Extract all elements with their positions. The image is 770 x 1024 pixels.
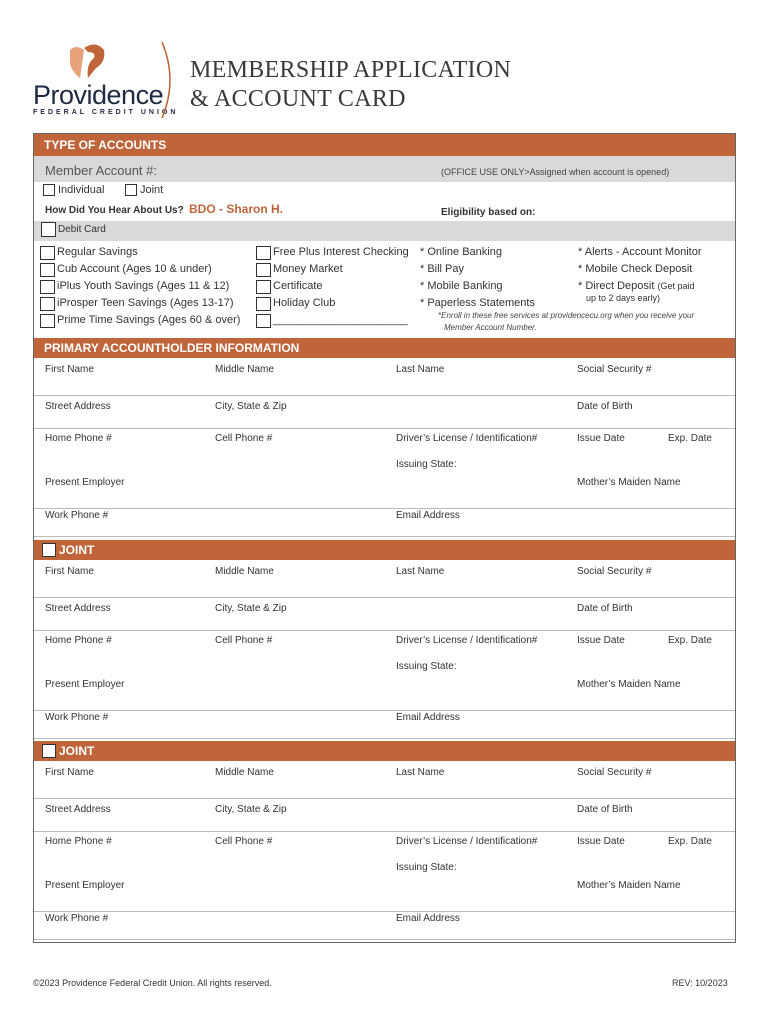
section-bar-label: JOINT [59, 543, 95, 557]
field-city[interactable]: City, State & Zip [215, 804, 287, 815]
section-bar [34, 540, 735, 560]
joint-checkbox[interactable] [125, 184, 137, 196]
account-option-label: Prime Time Savings (Ages 60 & over) [57, 314, 241, 326]
field-separator [34, 630, 735, 631]
section-bar [34, 741, 735, 761]
field-dob[interactable]: Date of Birth [577, 401, 633, 412]
field-separator [34, 939, 735, 940]
field-last-name[interactable]: Last Name [396, 767, 445, 778]
field-street[interactable]: Street Address [45, 401, 111, 412]
service-item: * Alerts - Account Monitor [578, 246, 702, 258]
field-street[interactable]: Street Address [45, 804, 111, 815]
service-item: * Paperless Statements [420, 297, 535, 309]
eligibility-label: Eligibility based on: [441, 207, 536, 218]
account-option-label: iProsper Teen Savings (Ages 13-17) [57, 297, 234, 309]
field-email[interactable]: Email Address [396, 712, 460, 723]
field-ssn[interactable]: Social Security # [577, 364, 652, 375]
footer-copyright: ©2023 Providence Federal Credit Union. All rights reserved. [33, 978, 272, 988]
footer-revision: REV: 10/2023 [672, 978, 728, 988]
field-separator [34, 428, 735, 429]
field-city[interactable]: City, State & Zip [215, 603, 287, 614]
page-title [190, 56, 511, 114]
field-issuing-state[interactable]: Issuing State: [396, 459, 457, 470]
field-issue-date[interactable]: Issue Date [577, 433, 625, 444]
field-maiden[interactable]: Mother’s Maiden Name [577, 880, 681, 891]
field-separator [34, 710, 735, 711]
header-divider [160, 40, 180, 120]
type-of-accounts-bar [34, 134, 735, 156]
enroll-note-line-1: *Enroll in these free services at providencecu.org when you receive your [438, 311, 695, 320]
title-line-1: MEMBERSHIP APPLICATION [190, 57, 512, 83]
field-employer[interactable]: Present Employer [45, 880, 125, 891]
field-issue-date[interactable]: Issue Date [577, 635, 625, 646]
individual-label: Individual [58, 184, 105, 196]
account-option-label: Free Plus Interest Checking [273, 246, 409, 258]
member-account-label: Member Account #: [45, 163, 157, 178]
field-cell-phone[interactable]: Cell Phone # [215, 635, 273, 646]
field-home-phone[interactable]: Home Phone # [45, 433, 112, 444]
service-item: * Bill Pay [420, 263, 465, 275]
service-item [578, 280, 702, 293]
field-issue-date[interactable]: Issue Date [577, 836, 625, 847]
field-cell-phone[interactable]: Cell Phone # [215, 433, 273, 444]
field-first-name[interactable]: First Name [45, 767, 94, 778]
service-item: * Mobile Check Deposit [578, 263, 693, 275]
field-employer[interactable]: Present Employer [45, 679, 125, 690]
field-issuing-state[interactable]: Issuing State: [396, 661, 457, 672]
joint-section-checkbox[interactable] [42, 543, 56, 557]
debit-card-checkbox[interactable] [41, 222, 56, 237]
debit-card-label: Debit Card [58, 224, 106, 235]
field-email[interactable]: Email Address [396, 913, 460, 924]
field-dob[interactable]: Date of Birth [577, 603, 633, 614]
field-exp-date[interactable]: Exp. Date [668, 433, 712, 444]
field-work-phone[interactable]: Work Phone # [45, 913, 109, 924]
direct-deposit-note: (Get paid [657, 281, 695, 291]
title-line-2: & ACCOUNT CARD [190, 86, 406, 112]
field-first-name[interactable]: First Name [45, 566, 94, 577]
field-separator [34, 831, 735, 832]
field-exp-date[interactable]: Exp. Date [668, 836, 712, 847]
section-bar-label: PRIMARY ACCOUNTHOLDER INFORMATION [44, 341, 300, 355]
account-option-label: Certificate [273, 280, 323, 292]
field-email[interactable]: Email Address [396, 510, 460, 521]
field-employer[interactable]: Present Employer [45, 477, 125, 488]
joint-label: Joint [140, 184, 164, 196]
field-work-phone[interactable]: Work Phone # [45, 510, 109, 521]
account-option-label: Money Market [273, 263, 343, 275]
field-middle-name[interactable]: Middle Name [215, 364, 274, 375]
debit-card-row [34, 221, 735, 241]
enroll-note-line-2: Member Account Number. [444, 323, 537, 332]
account-option-label: Holiday Club [273, 297, 336, 309]
field-maiden[interactable]: Mother’s Maiden Name [577, 679, 681, 690]
brand-name: Providence [33, 80, 164, 110]
service-item: * Mobile Banking [420, 280, 503, 292]
field-middle-name[interactable]: Middle Name [215, 767, 274, 778]
individual-checkbox[interactable] [43, 184, 55, 196]
field-separator [34, 798, 735, 799]
enroll-note [438, 310, 694, 334]
account-option-label: Regular Savings [57, 246, 138, 258]
field-last-name[interactable]: Last Name [396, 566, 445, 577]
field-license[interactable]: Driver’s License / Identification# [396, 635, 538, 646]
service-list-col4 [578, 246, 702, 303]
account-option-label: Cub Account (Ages 10 & under) [57, 263, 212, 275]
field-city[interactable]: City, State & Zip [215, 401, 287, 412]
hear-about-value[interactable]: BDO - Sharon H. [189, 202, 284, 216]
field-separator [34, 536, 735, 537]
field-exp-date[interactable]: Exp. Date [668, 635, 712, 646]
field-home-phone[interactable]: Home Phone # [45, 635, 112, 646]
field-home-phone[interactable]: Home Phone # [45, 836, 112, 847]
field-license[interactable]: Driver’s License / Identification# [396, 433, 538, 444]
field-ssn[interactable]: Social Security # [577, 767, 652, 778]
field-separator [34, 738, 735, 739]
field-middle-name[interactable]: Middle Name [215, 566, 274, 577]
field-issuing-state[interactable]: Issuing State: [396, 862, 457, 873]
field-cell-phone[interactable]: Cell Phone # [215, 836, 273, 847]
account-option-other-line: ______________________ [273, 314, 408, 326]
field-maiden[interactable]: Mother’s Maiden Name [577, 477, 681, 488]
field-license[interactable]: Driver’s License / Identification# [396, 836, 538, 847]
field-last-name[interactable]: Last Name [396, 364, 445, 375]
direct-deposit-note-2: up to 2 days early) [586, 293, 661, 303]
field-work-phone[interactable]: Work Phone # [45, 712, 109, 723]
section-bar [34, 338, 735, 358]
field-separator [34, 911, 735, 912]
field-first-name[interactable]: First Name [45, 364, 94, 375]
joint-section-checkbox[interactable] [42, 744, 56, 758]
field-street[interactable]: Street Address [45, 603, 111, 614]
section-bar-label: JOINT [59, 744, 95, 758]
brand-subtitle: FEDERAL CREDIT UNION [33, 109, 179, 116]
service-item: * Online Banking [420, 246, 502, 258]
type-of-accounts-label: TYPE OF ACCOUNTS [44, 138, 167, 152]
field-separator [34, 508, 735, 509]
field-separator [34, 597, 735, 598]
office-use-note: (OFFICE USE ONLY>Assigned when account is opened) [441, 167, 670, 177]
logo-mark-icon [66, 42, 108, 80]
field-separator [34, 395, 735, 396]
hear-about-label: How Did You Hear About Us? [45, 205, 184, 216]
field-ssn[interactable]: Social Security # [577, 566, 652, 577]
account-option-label: iPlus Youth Savings (Ages 11 & 12) [57, 280, 230, 292]
direct-deposit-label: * Direct Deposit [578, 280, 655, 292]
field-dob[interactable]: Date of Birth [577, 804, 633, 815]
service-list-col3 [420, 246, 535, 314]
